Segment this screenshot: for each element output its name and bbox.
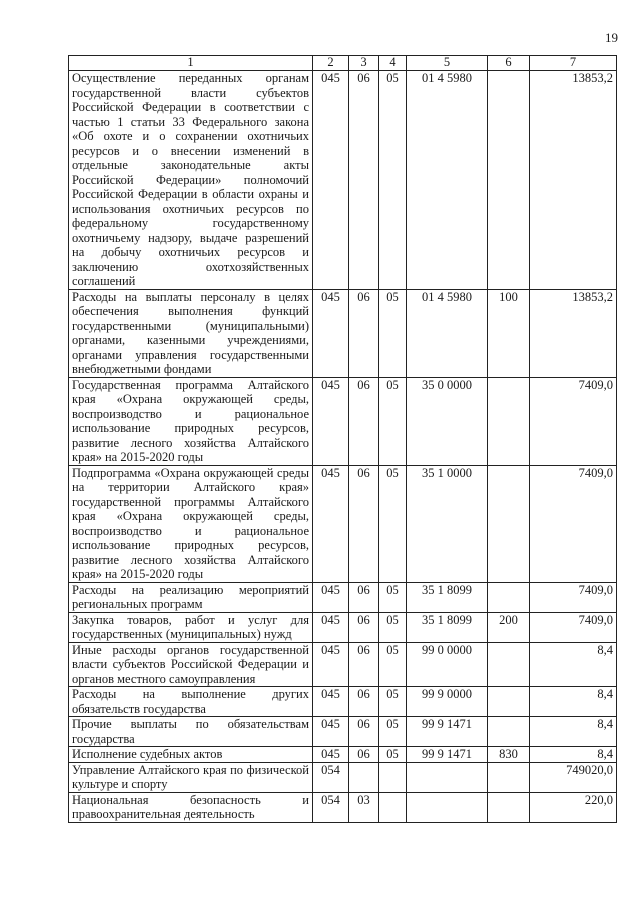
budget-table	[68, 55, 617, 823]
header-row	[69, 56, 617, 71]
row-ministry-code: 045	[313, 582, 349, 612]
row-subsection-code: 05	[379, 747, 407, 763]
row-expense-type: 200	[488, 612, 530, 642]
table-row	[69, 687, 617, 717]
row-section-code: 06	[349, 289, 379, 377]
row-name: Государственная программа Алтайского края «Охрана окружающей среды, воспроизводство и рациональное использование природных ресурсов, развитие лесного хозяйства Алтайского края» на 2015-2020 годы	[69, 377, 313, 465]
row-amount: 7409,0	[530, 612, 617, 642]
row-name: Расходы на реализацию мероприятий региональных программ	[69, 582, 313, 612]
row-subsection-code: 05	[379, 612, 407, 642]
row-subsection-code: 05	[379, 687, 407, 717]
row-name: Иные расходы органов государственной власти субъектов Российской Федерации и органов местного самоуправления	[69, 642, 313, 687]
row-expense-type	[488, 792, 530, 822]
row-expense-type	[488, 465, 530, 582]
row-expense-type	[488, 687, 530, 717]
row-subsection-code	[379, 792, 407, 822]
row-subsection-code: 05	[379, 642, 407, 687]
row-section-code: 06	[349, 642, 379, 687]
row-ministry-code: 045	[313, 612, 349, 642]
table-row	[69, 717, 617, 747]
row-amount: 8,4	[530, 687, 617, 717]
row-amount: 7409,0	[530, 377, 617, 465]
row-ministry-code: 045	[313, 377, 349, 465]
row-expense-type	[488, 582, 530, 612]
row-name: Управление Алтайского края по физической культуре и спорту	[69, 762, 313, 792]
row-target-code: 99 0 0000	[407, 642, 488, 687]
row-name: Осуществление переданных органам государственной власти субъектов Российской Федерации в соответствии с частью 1 статьи 33 Федерального закона «Об охоте и о сохранении охотничьих ресурсов и о внесении изменений в отдельные законодательные акты Российской Федерации» полномочий Российской Федерации в области охраны и использования охотничьих ресурсов по федеральному государственному охотничьему надзору, выдаче разрешений на добычу охотничьих ресурсов и заключению охотхозяйственных соглашений	[69, 71, 313, 290]
row-ministry-code: 045	[313, 687, 349, 717]
row-subsection-code: 05	[379, 289, 407, 377]
row-amount: 13853,2	[530, 289, 617, 377]
row-section-code: 06	[349, 747, 379, 763]
header-col-3: 3	[349, 56, 379, 71]
row-subsection-code	[379, 762, 407, 792]
table-row	[69, 792, 617, 822]
header-col-5: 5	[407, 56, 488, 71]
row-subsection-code: 05	[379, 71, 407, 290]
row-ministry-code: 045	[313, 71, 349, 290]
row-amount: 8,4	[530, 717, 617, 747]
table-row	[69, 465, 617, 582]
row-section-code: 06	[349, 377, 379, 465]
row-target-code: 35 1 0000	[407, 465, 488, 582]
table-row	[69, 642, 617, 687]
row-section-code: 06	[349, 717, 379, 747]
row-amount: 749020,0	[530, 762, 617, 792]
row-name: Прочие выплаты по обязательствам государства	[69, 717, 313, 747]
row-target-code: 01 4 5980	[407, 289, 488, 377]
header-col-1: 1	[69, 56, 313, 71]
row-ministry-code: 045	[313, 465, 349, 582]
row-amount: 7409,0	[530, 582, 617, 612]
row-ministry-code: 045	[313, 717, 349, 747]
row-amount: 8,4	[530, 747, 617, 763]
row-ministry-code: 045	[313, 747, 349, 763]
table-row	[69, 747, 617, 763]
row-expense-type	[488, 642, 530, 687]
row-name: Расходы на выплаты персоналу в целях обеспечения выполнения функций государственными (муниципальными) органами, казенными учреждениями, органами управления государственными внебюджетными фондами	[69, 289, 313, 377]
row-section-code: 06	[349, 465, 379, 582]
row-target-code: 35 1 8099	[407, 612, 488, 642]
row-target-code: 99 9 1471	[407, 747, 488, 763]
row-expense-type	[488, 717, 530, 747]
header-col-7: 7	[530, 56, 617, 71]
row-target-code: 99 9 1471	[407, 717, 488, 747]
table-row	[69, 289, 617, 377]
header-col-2: 2	[313, 56, 349, 71]
row-expense-type: 100	[488, 289, 530, 377]
row-section-code: 06	[349, 687, 379, 717]
row-expense-type	[488, 71, 530, 290]
page-number: 19	[605, 30, 618, 45]
row-name: Закупка товаров, работ и услуг для государственных (муниципальных) нужд	[69, 612, 313, 642]
header-col-4: 4	[379, 56, 407, 71]
row-name: Национальная безопасность и правоохранительная деятельность	[69, 792, 313, 822]
row-amount: 13853,2	[530, 71, 617, 290]
row-ministry-code: 054	[313, 792, 349, 822]
row-ministry-code: 054	[313, 762, 349, 792]
row-section-code: 03	[349, 792, 379, 822]
row-name: Исполнение судебных актов	[69, 747, 313, 763]
row-target-code	[407, 792, 488, 822]
row-subsection-code: 05	[379, 465, 407, 582]
row-name: Подпрограмма «Охрана окружающей среды на территории Алтайского края» государственной программы Алтайского края «Охрана окружающей среды, воспроизводство и рациональное использование природных ресурсов, развитие лесного хозяйства Алтайского края» на 2015-2020 годы	[69, 465, 313, 582]
row-subsection-code: 05	[379, 582, 407, 612]
row-amount: 7409,0	[530, 465, 617, 582]
table-row	[69, 762, 617, 792]
row-target-code	[407, 762, 488, 792]
row-target-code: 01 4 5980	[407, 71, 488, 290]
row-target-code: 99 9 0000	[407, 687, 488, 717]
table-row	[69, 377, 617, 465]
row-section-code: 06	[349, 71, 379, 290]
row-amount: 220,0	[530, 792, 617, 822]
row-target-code: 35 1 8099	[407, 582, 488, 612]
table-row	[69, 612, 617, 642]
row-expense-type	[488, 762, 530, 792]
table-row	[69, 71, 617, 290]
row-section-code	[349, 762, 379, 792]
row-amount: 8,4	[530, 642, 617, 687]
table-row	[69, 582, 617, 612]
row-expense-type: 830	[488, 747, 530, 763]
row-section-code: 06	[349, 612, 379, 642]
row-target-code: 35 0 0000	[407, 377, 488, 465]
header-col-6: 6	[488, 56, 530, 71]
row-expense-type	[488, 377, 530, 465]
row-subsection-code: 05	[379, 377, 407, 465]
row-section-code: 06	[349, 582, 379, 612]
row-ministry-code: 045	[313, 289, 349, 377]
row-ministry-code: 045	[313, 642, 349, 687]
row-name: Расходы на выполнение других обязательств государства	[69, 687, 313, 717]
row-subsection-code: 05	[379, 717, 407, 747]
